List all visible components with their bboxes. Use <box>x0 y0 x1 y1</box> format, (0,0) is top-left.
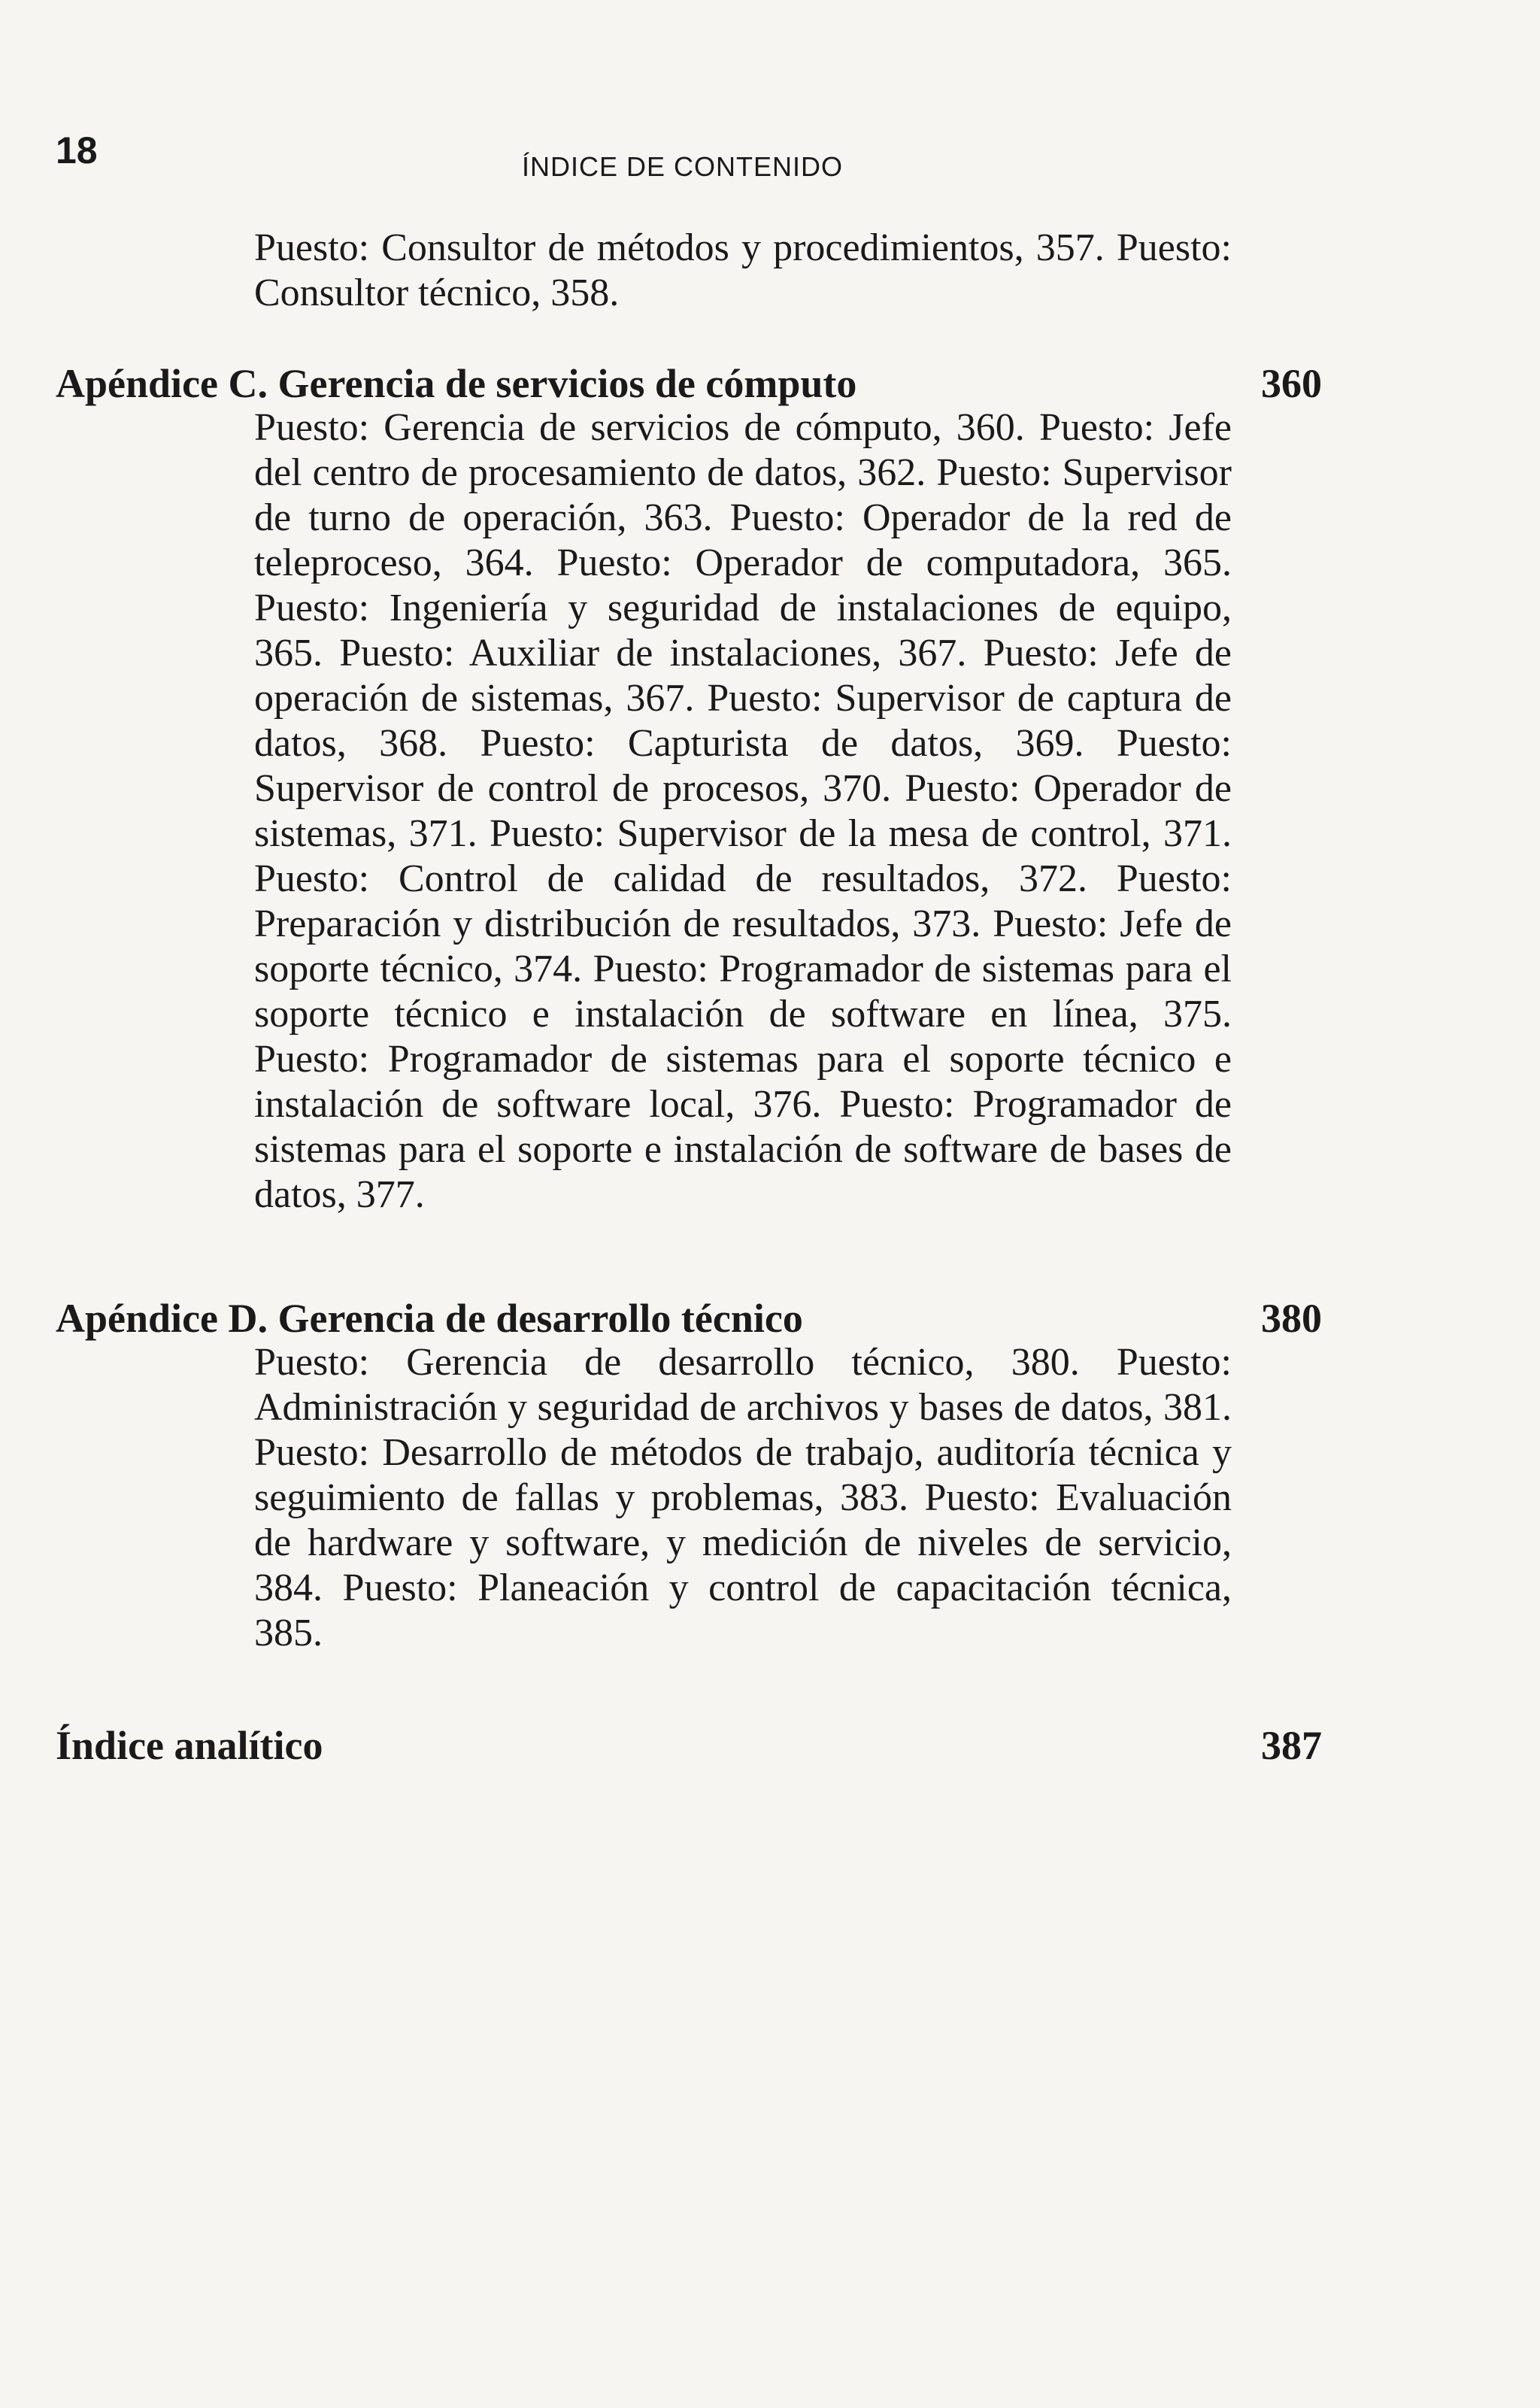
running-head: ÍNDICE DE CONTENIDO <box>522 151 844 182</box>
toc-entry-appendix-c <box>56 360 1322 407</box>
toc-entry-page: 380 <box>1261 1296 1322 1341</box>
page-number: 18 <box>56 129 98 171</box>
continuation-text: Puesto: Consultor de métodos y procedimientos, 357. Puesto: Consultor técnico, 358. <box>254 226 1232 314</box>
toc-entry-page: 360 <box>1261 361 1322 406</box>
toc-entry-title: Apéndice D. Gerencia de desarrollo técnico <box>56 1296 803 1341</box>
toc-entry-page: 387 <box>1261 1723 1322 1768</box>
toc-entry-index <box>56 1722 1322 1769</box>
toc-entry-description: Puesto: Gerencia de desarrollo técnico, 380. Puesto: Administración y seguridad de archivos y bases de datos, 381. Puesto: Desarrollo de métodos de trabajo, auditoría técnica y seguimiento de fallas y problemas, 383. Puesto: Evaluación de hardware y software, y medición de niveles de servicio, 384. Puesto: Planeación y control de capacitación técnica, 385. <box>254 1341 1232 1654</box>
toc-entry-title: Apéndice C. Gerencia de servicios de cómputo <box>56 361 857 406</box>
toc-entry-title: Índice analítico <box>56 1723 323 1768</box>
toc-entry-appendix-d <box>56 1295 1322 1342</box>
toc-entry-description: Puesto: Gerencia de servicios de cómputo, 360. Puesto: Jefe del centro de procesamiento de datos, 362. Puesto: Supervisor de turno de operación, 363. Puesto: Operador de la red de teleproceso, 364. Puesto: Operador de computadora, 365. Puesto: Ingeniería y seguridad de instalaciones de equipo, 365. Puesto: Auxiliar de instalaciones, 367. Puesto: Jefe de operación de sistemas, 367. Puesto: Supervisor de captura de datos, 368. Puesto: Capturista de datos, 369. Puesto: Supervisor de control de procesos, 370. Puesto: Operador de sistemas, 371. Puesto: Supervisor de la mesa de control, 371. Puesto: Control de calidad de resultados, 372. Puesto: Preparación y distribución de resultados, 373. Puesto: Jefe de soporte técnico, 374. Puesto: Programador de sistemas para el soporte técnico e instalación de software en línea, 375. Puesto: Programador de sistemas para el soporte técnico e instalación de software local, 376. Puesto: Programador de sistemas para el soporte e instalación de software de bases de datos, 377. <box>254 406 1232 1216</box>
